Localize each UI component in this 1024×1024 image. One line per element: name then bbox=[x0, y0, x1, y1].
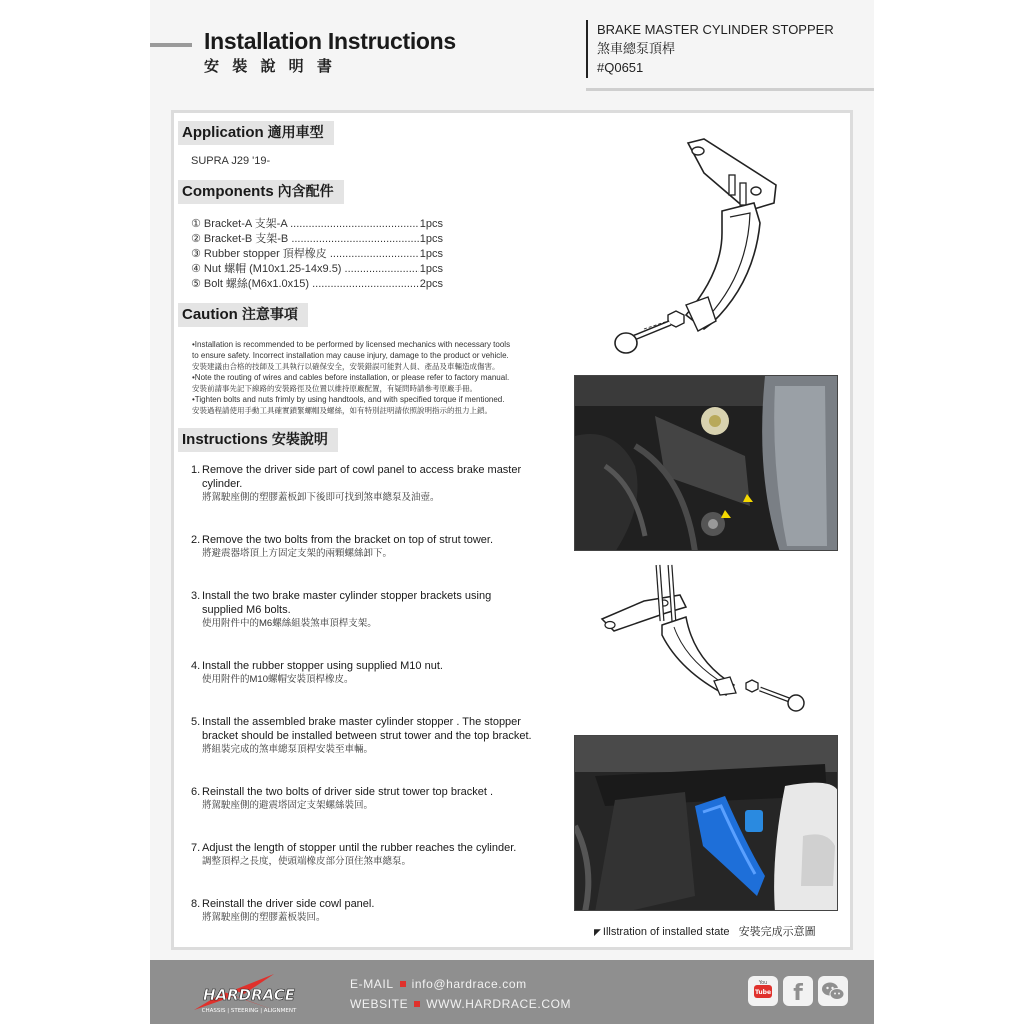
caution-line: 安裝建議由合格的技師及工具執行以確保安全，安裝錯誤可能對人員、產品及車輛造成傷害。 bbox=[192, 362, 500, 371]
contact-info bbox=[350, 974, 571, 1014]
step-text-zh: 使用附件的M10螺帽安裝頂桿橡皮。 bbox=[202, 674, 354, 685]
instruction-step bbox=[191, 589, 561, 630]
instruction-sheet bbox=[150, 0, 874, 1024]
instruction-step bbox=[191, 463, 561, 504]
step-number: 4. bbox=[191, 660, 201, 672]
svg-text:f: f bbox=[793, 981, 803, 1003]
header-rule bbox=[586, 88, 874, 91]
component-name: ④ Nut 螺帽 (M10x1.25-14x9.5) ..... bbox=[191, 262, 419, 277]
caption-zh: 安裝完成示意圖 bbox=[738, 926, 816, 938]
part-number: #Q0651 bbox=[597, 60, 644, 75]
component-name: ⑤ Bolt 螺絲(M6x1.0x15) ..... bbox=[191, 277, 419, 292]
component-qty: 1pcs bbox=[419, 248, 443, 260]
assembly-drawing bbox=[594, 561, 814, 721]
list-item bbox=[191, 232, 443, 247]
component-qty: 2pcs bbox=[419, 278, 443, 290]
component-qty: 1pcs bbox=[419, 263, 443, 275]
page-subtitle: 安 裝 說 明 書 bbox=[204, 57, 336, 75]
step-number: 6. bbox=[191, 786, 201, 798]
application-heading bbox=[178, 121, 334, 145]
step-text-en: Reinstall the two bolts of driver side strut tower top bracket . bbox=[202, 786, 494, 798]
step-number: 5. bbox=[191, 716, 201, 728]
hardrace-logo bbox=[174, 968, 324, 1016]
component-qty: 1pcs bbox=[419, 218, 443, 230]
instructions-heading-zh: 安裝說明 bbox=[271, 432, 328, 448]
list-item bbox=[191, 217, 443, 232]
header-accent-line bbox=[150, 43, 192, 47]
components-heading-en: Components bbox=[182, 183, 274, 200]
step-text-zh: 調整頂桿之長度，使頭端橡皮部分頂住煞車總泵。 bbox=[202, 856, 412, 867]
instruction-step bbox=[191, 715, 561, 756]
email-label: E-MAIL bbox=[350, 977, 394, 991]
caution-heading-zh: 注意事項 bbox=[241, 307, 298, 323]
step-text-en: Install the rubber stopper using supplied M10 nut. bbox=[202, 660, 443, 672]
instruction-step bbox=[191, 533, 561, 560]
content-frame bbox=[171, 110, 853, 950]
components-list bbox=[191, 217, 443, 292]
step-text-zh: 使用附件中的M6螺絲組裝煞車頂桿支架。 bbox=[202, 618, 377, 629]
logo-mark-icon bbox=[174, 968, 324, 1016]
svg-text:CHASSIS | STEERING | ALIGNMENT: CHASSIS | STEERING | ALIGNMENT bbox=[201, 1008, 297, 1014]
step-text-zh: 將駕駛座側的避震塔固定支架螺絲裝回。 bbox=[202, 800, 374, 811]
wechat-icon[interactable] bbox=[818, 976, 848, 1006]
step-text-en: Adjust the length of stopper until the rubber reaches the cylinder. bbox=[202, 842, 517, 854]
component-name: ① Bracket-A 支架-A ..... bbox=[191, 217, 419, 232]
facebook-icon[interactable] bbox=[783, 976, 813, 1006]
product-name-en: BRAKE MASTER CYLINDER STOPPER bbox=[597, 22, 834, 37]
step-number: 7. bbox=[191, 842, 201, 854]
step-text-en: Remove the driver side part of cowl panel to access brake master bbox=[202, 464, 522, 476]
components-heading-zh: 內含配件 bbox=[277, 184, 334, 200]
svg-text:HARDRACE: HARDRACE bbox=[202, 986, 296, 1004]
list-item bbox=[191, 247, 443, 262]
step-text-en-cont: supplied M6 bolts. bbox=[202, 604, 291, 616]
instruction-step bbox=[191, 659, 561, 686]
svg-text:You: You bbox=[758, 980, 768, 986]
step-text-zh: 將避震器塔頂上方固定支架的兩顆螺絲卸下。 bbox=[202, 548, 393, 559]
step-number: 2. bbox=[191, 534, 201, 546]
components-heading bbox=[178, 180, 344, 204]
youtube-icon[interactable] bbox=[748, 976, 778, 1006]
bullet-square-icon bbox=[414, 1001, 420, 1007]
step-text-en: Reinstall the driver side cowl panel. bbox=[202, 898, 375, 910]
caution-heading-en: Caution bbox=[182, 306, 238, 323]
caution-line: 安裝過程請使用手動工具確實鎖緊螺帽及螺絲，如有特別註明請依照說明指示的扭力上鎖。 bbox=[192, 406, 492, 415]
step-text-en: Remove the two bolts from the bracket on top of strut tower. bbox=[202, 534, 494, 546]
step-text-en-cont: bracket should be installed between strut tower and the top bracket. bbox=[202, 730, 532, 742]
step-text-en: Install the two brake master cylinder stopper brackets using bbox=[202, 590, 492, 602]
list-item bbox=[191, 262, 443, 277]
footer bbox=[150, 960, 874, 1024]
step-number: 1. bbox=[191, 464, 201, 476]
website-label: WEBSITE bbox=[350, 997, 409, 1011]
step-text-zh: 將駕駛座側的塑膠蓋板裝回。 bbox=[202, 912, 326, 923]
bullet-square-icon bbox=[400, 981, 406, 987]
step-number: 8. bbox=[191, 898, 201, 910]
email-link[interactable]: info@hardrace.com bbox=[411, 977, 527, 991]
caption-marker-icon: ◤ bbox=[594, 927, 601, 937]
svg-text:Tube: Tube bbox=[754, 989, 772, 996]
photo-caption bbox=[594, 923, 816, 939]
component-name: ③ Rubber stopper 頂桿橡皮 ..... bbox=[191, 247, 419, 262]
caption-en: Illstration of installed state bbox=[602, 926, 730, 938]
caution-line: 安裝前請事先記下線路的安裝路徑及位置以維持原廠配置，有疑問時請參考原廠手冊。 bbox=[192, 384, 477, 393]
engine-bay-photo bbox=[574, 375, 838, 551]
caution-line: •Installation is recommended to be performed by licensed mechanics with necessary tools bbox=[192, 340, 511, 349]
step-number: 3. bbox=[191, 590, 201, 602]
page-title: Installation Instructions bbox=[204, 28, 456, 54]
application-heading-zh: 適用車型 bbox=[267, 125, 324, 141]
step-text-zh: 將組裝完成的煞車總泵頂桿安裝至車輛。 bbox=[202, 744, 374, 755]
instruction-step bbox=[191, 841, 561, 868]
component-name: ② Bracket-B 支架-B ..... bbox=[191, 232, 419, 247]
instruction-step bbox=[191, 785, 561, 812]
application-text: SUPRA J29 '19- bbox=[191, 155, 271, 167]
caution-text bbox=[192, 339, 572, 416]
component-qty: 1pcs bbox=[419, 233, 443, 245]
caution-line: to ensure safety. Incorrect installation may cause injury, damage to the product or vehicle. bbox=[192, 351, 509, 360]
caution-line: •Note the routing of wires and cables before installation, or please refer to factory manual. bbox=[192, 373, 510, 382]
instructions-heading bbox=[178, 428, 338, 452]
caution-heading bbox=[178, 303, 308, 327]
application-heading-en: Application bbox=[182, 124, 264, 141]
list-item bbox=[191, 277, 443, 292]
product-name-zh: 煞車總泵頂桿 bbox=[597, 41, 676, 56]
step-text-en: Install the assembled brake master cylinder stopper . The stopper bbox=[202, 716, 521, 728]
caution-line: •Tighten bolts and nuts frimly by using handtools, and with specified torque if mentioned. bbox=[192, 395, 505, 404]
step-text-en-cont: cylinder. bbox=[202, 478, 243, 490]
product-info bbox=[586, 20, 834, 78]
website-link[interactable]: WWW.HARDRACE.COM bbox=[426, 997, 572, 1011]
step-text-zh: 將駕駛座側的塑膠蓋板卸下後即可找到煞車總泵及油壺。 bbox=[202, 492, 440, 503]
parts-exploded-drawing bbox=[604, 133, 784, 363]
instructions-heading-en: Instructions bbox=[182, 431, 268, 448]
installed-state-photo bbox=[574, 735, 838, 911]
instruction-step bbox=[191, 897, 561, 924]
